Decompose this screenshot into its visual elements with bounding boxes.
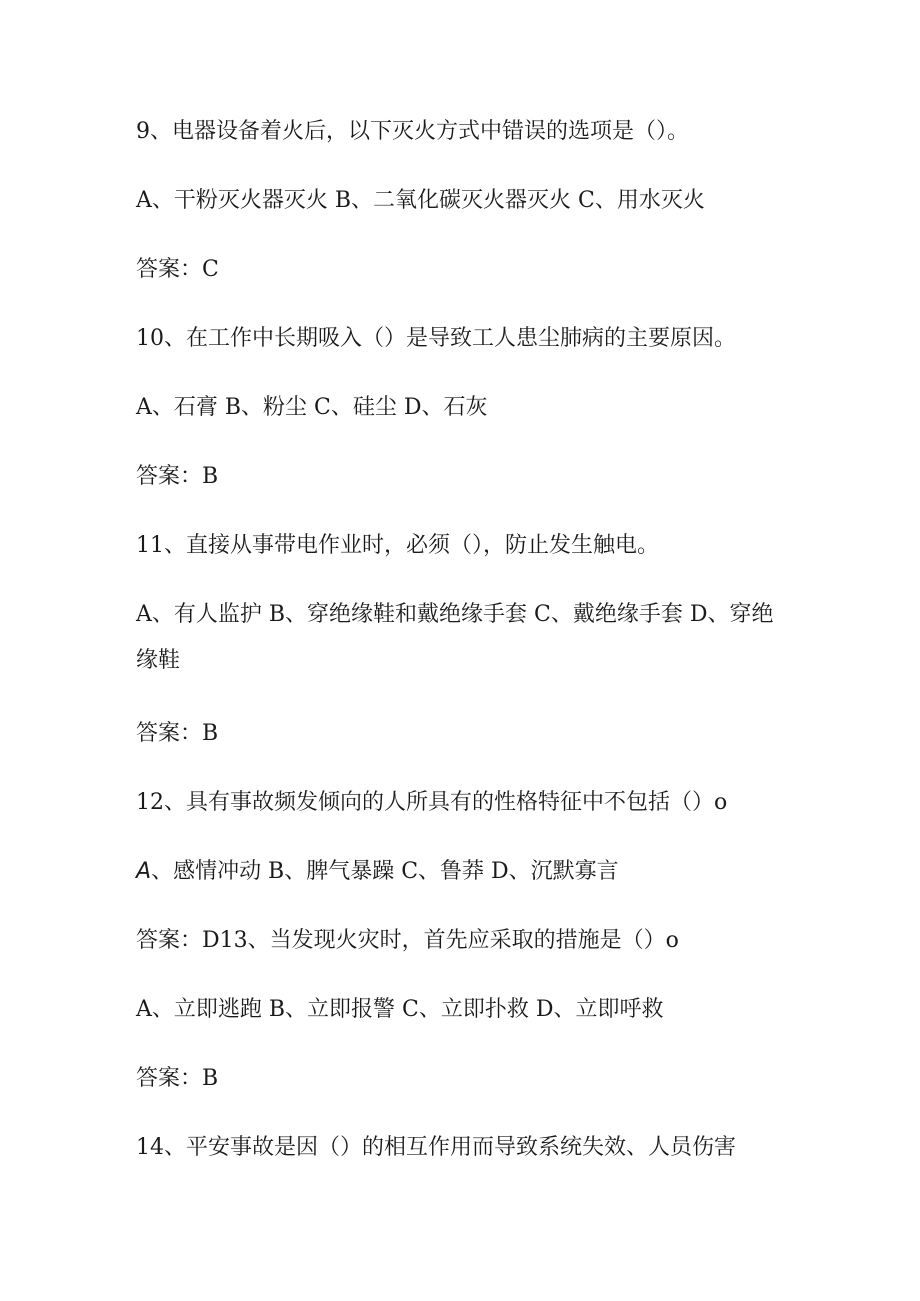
question-12-options-text: 、感情冲动 B、脾气暴躁 C、鲁莽 D、沉默寡言 bbox=[151, 859, 619, 884]
question-11-options: A、有人监护 B、穿绝缘鞋和戴绝缘手套 C、戴绝缘手套 D、穿绝缘鞋 bbox=[136, 602, 774, 673]
question-12-answer-and-question-13: 答案：D13、当发现火灾时，首先应采取的措施是（）o bbox=[136, 928, 679, 953]
question-10-options: A、石膏 B、粉尘 C、硅尘 D、石灰 bbox=[136, 395, 488, 420]
question-11-answer: 答案：B bbox=[136, 721, 219, 746]
question-9: 9、电器设备着火后，以下灭火方式中错误的选项是（）。 bbox=[136, 119, 689, 144]
option-a-marker: A bbox=[136, 859, 152, 884]
question-12-options bbox=[136, 855, 796, 889]
question-9-options: A、干粉灭火器灭火 B、二氧化碳灭火器灭火 C、用水灭火 bbox=[136, 188, 705, 213]
question-12: 12、具有事故频发倾向的人所具有的性格特征中不包括（）o bbox=[136, 790, 728, 815]
question-13-options: A、立即逃跑 B、立即报警 C、立即扑救 D、立即呼救 bbox=[136, 997, 664, 1022]
question-9-answer: 答案：C bbox=[136, 257, 219, 282]
question-10-answer: 答案：B bbox=[136, 464, 219, 489]
question-11: 11、直接从事带电作业时，必须（），防止发生触电。 bbox=[136, 533, 659, 558]
question-13-answer: 答案：B bbox=[136, 1066, 219, 1091]
question-10: 10、在工作中长期吸入（）是导致工人患尘肺病的主要原因。 bbox=[136, 326, 736, 351]
question-14: 14、平安事故是因（）的相互作用而导致系统失效、人员伤害 bbox=[136, 1135, 736, 1160]
